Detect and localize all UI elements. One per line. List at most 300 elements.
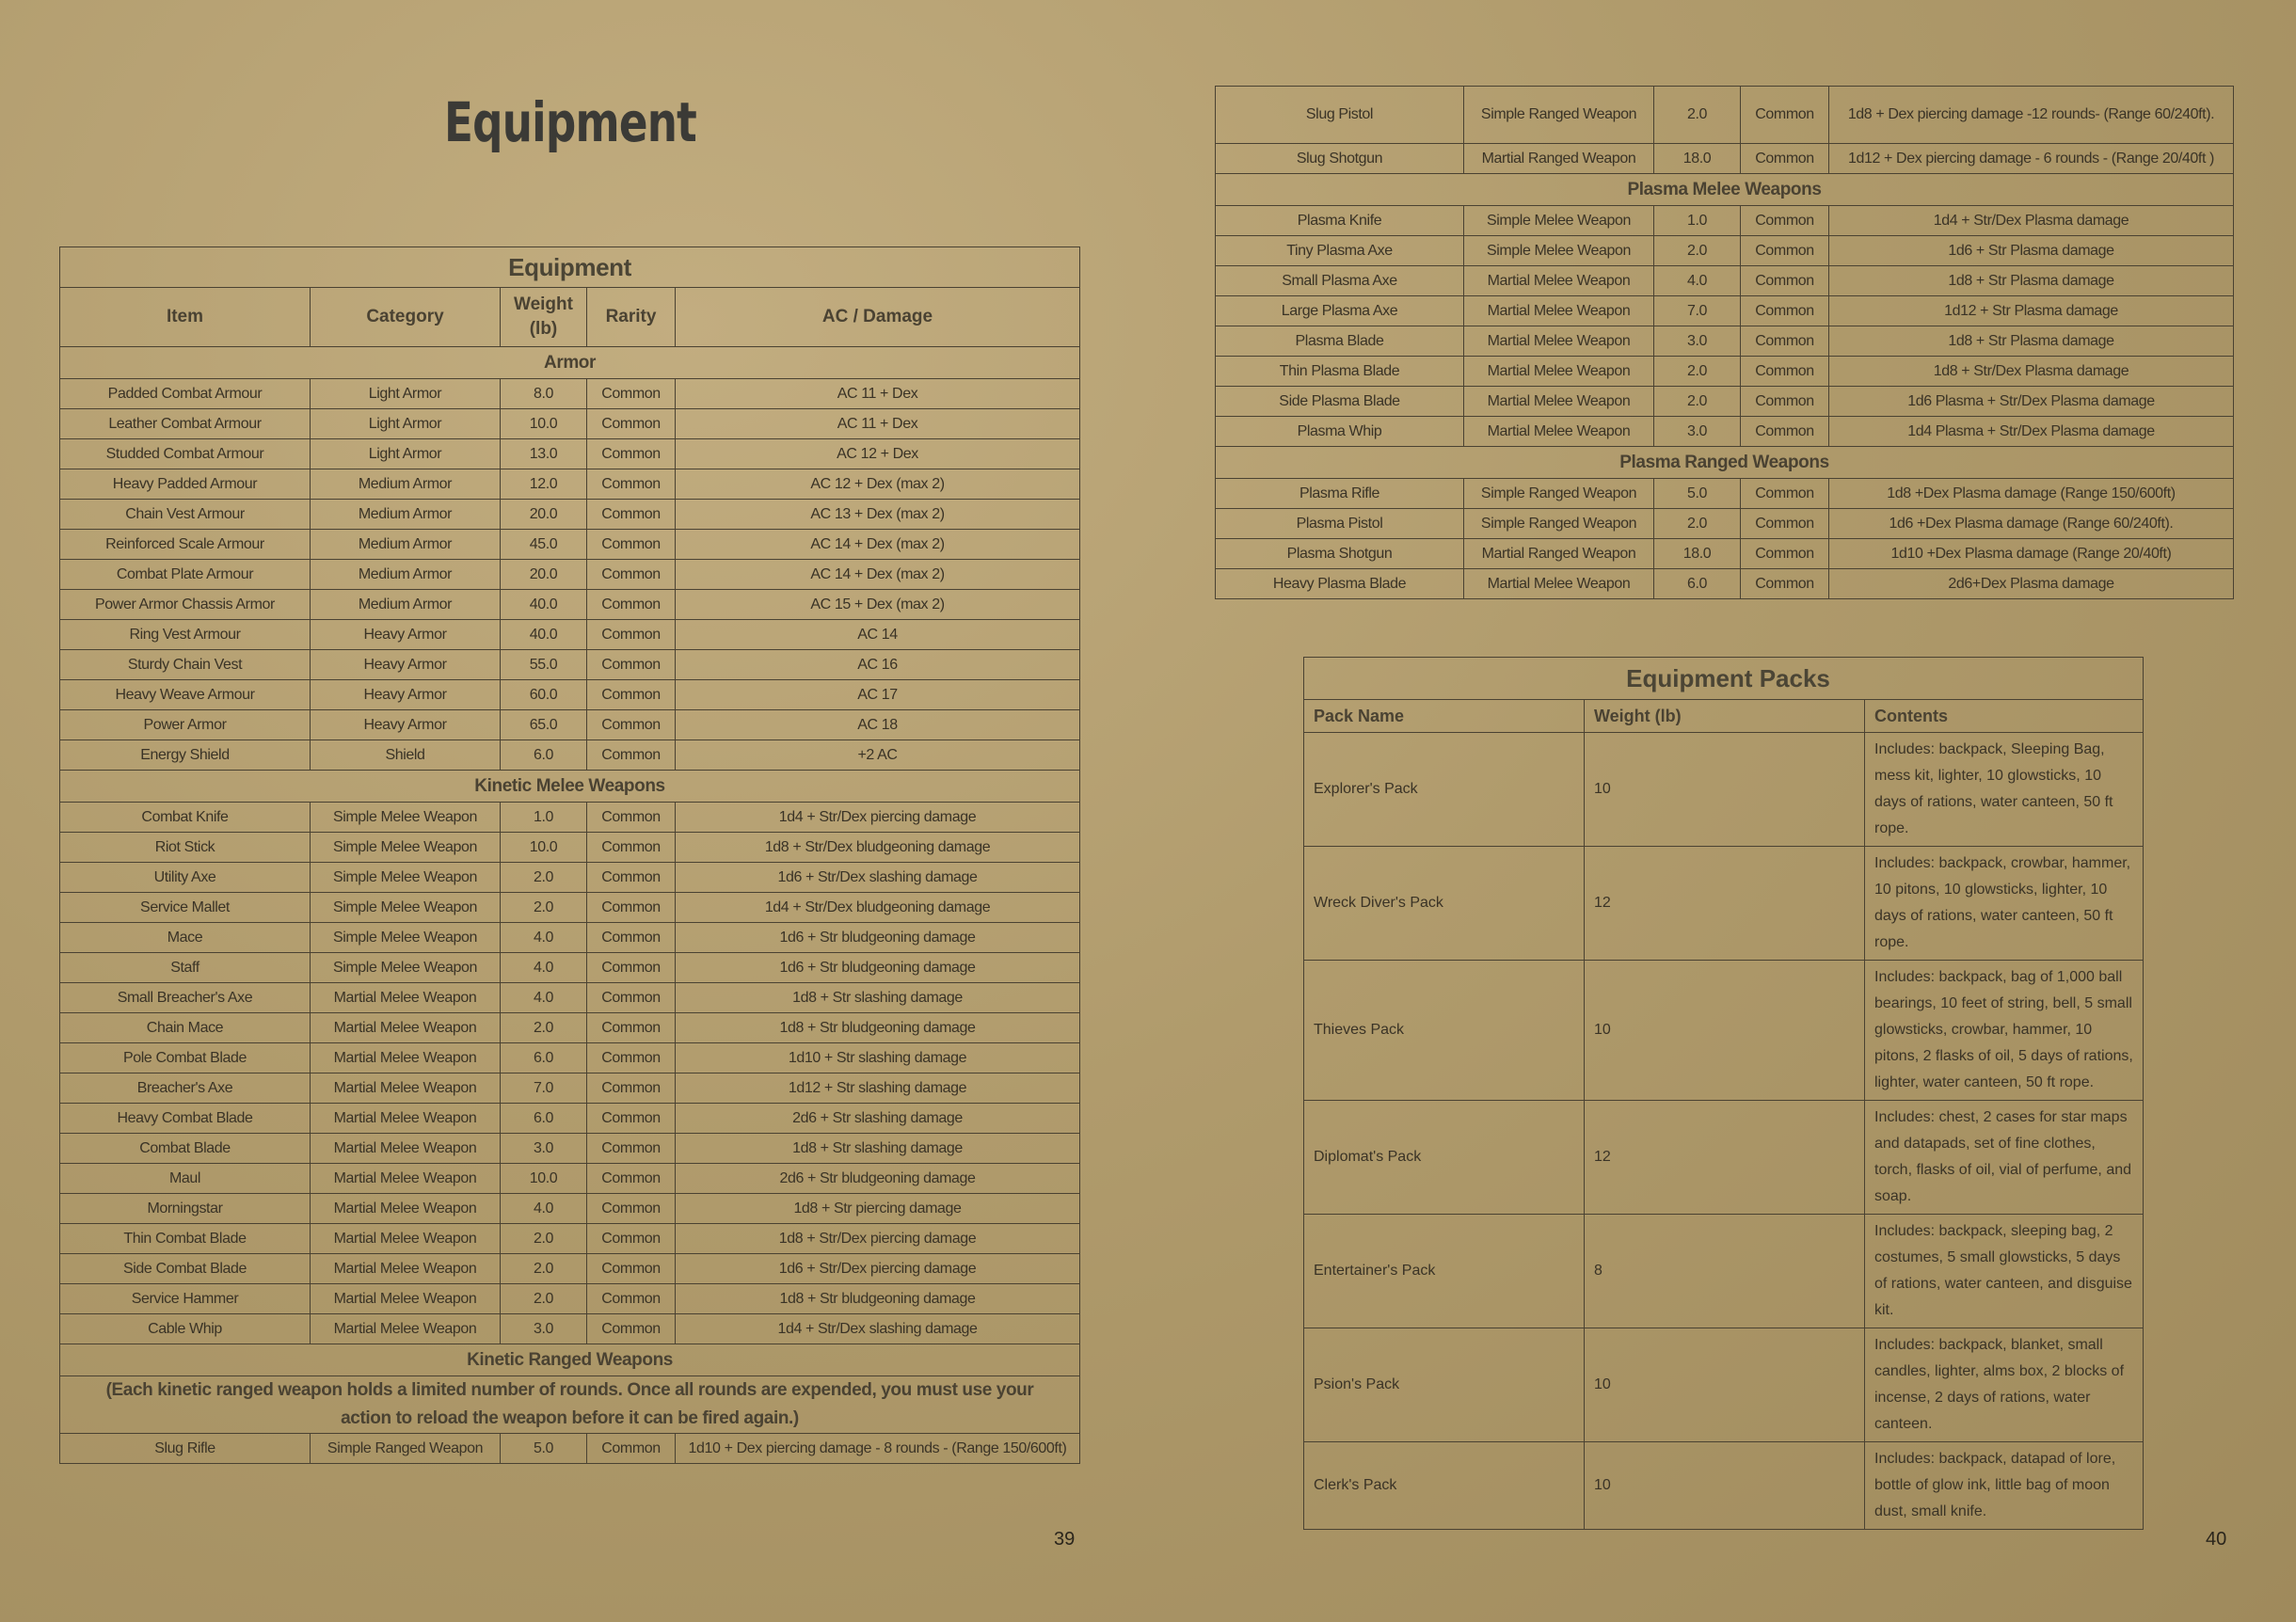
table-cell: Simple Melee Weapon: [1464, 236, 1654, 266]
table-cell: 1d6 Plasma + Str/Dex Plasma damage: [1829, 387, 2234, 417]
table-cell: 1d8 + Str/Dex bludgeoning damage: [676, 833, 1080, 863]
table-cell: 2d6+Dex Plasma damage: [1829, 569, 2234, 599]
table-cell: 6.0: [501, 1043, 587, 1073]
pack-name: Wreck Diver's Pack: [1304, 847, 1585, 961]
table-row: [1216, 569, 2234, 599]
table-row: [1304, 847, 2144, 961]
table-cell: 1d4 + Str/Dex Plasma damage: [1829, 206, 2234, 236]
pack-contents: Includes: backpack, blanket, small candles, lighter, alms box, 2 blocks of incense, 2 days of rations, water canteen.: [1865, 1328, 2144, 1442]
table-cell: Common: [1741, 326, 1829, 357]
table-cell: AC 15 + Dex (max 2): [676, 590, 1080, 620]
table-cell: Martial Ranged Weapon: [1464, 144, 1654, 174]
table-cell: Common: [587, 740, 676, 771]
section-header-row: [60, 347, 1080, 379]
section-header: Kinetic Melee Weapons: [60, 771, 1080, 803]
section-header: Plasma Melee Weapons: [1216, 174, 2234, 206]
pack-contents: Includes: backpack, crowbar, hammer, 10 pitons, 10 glowsticks, lighter, 10 days of rations, water canteen, 50 ft rope.: [1865, 847, 2144, 961]
table-cell: Common: [587, 1073, 676, 1104]
table-row: [1216, 236, 2234, 266]
table-row: [1216, 509, 2234, 539]
section-header-row: [60, 771, 1080, 803]
table-cell: 2.0: [1654, 87, 1741, 144]
table-row: [60, 863, 1080, 893]
pack-name: Entertainer's Pack: [1304, 1215, 1585, 1328]
table-cell: AC 11 + Dex: [676, 379, 1080, 409]
section-note-row: [60, 1376, 1080, 1434]
table-row: [1304, 1328, 2144, 1442]
table-cell: Simple Ranged Weapon: [1464, 509, 1654, 539]
table-cell: 65.0: [501, 710, 587, 740]
table-row: [60, 560, 1080, 590]
table-cell: Medium Armor: [311, 590, 501, 620]
table-cell: Simple Ranged Weapon: [1464, 87, 1654, 144]
table-cell: Martial Melee Weapon: [1464, 569, 1654, 599]
equipment-packs-table: [1303, 657, 2144, 1530]
table-cell: Slug Rifle: [60, 1434, 311, 1464]
table-caption: Equipment Packs: [1304, 658, 2144, 700]
table-cell: Chain Mace: [60, 1013, 311, 1043]
pack-contents: Includes: backpack, Sleeping Bag, mess kit, lighter, 10 glowsticks, 10 days of rations, water canteen, 50 ft rope.: [1865, 733, 2144, 847]
table-row: [1304, 961, 2144, 1101]
table-cell: 1d10 +Dex Plasma damage (Range 20/40ft): [1829, 539, 2234, 569]
table-cell: Common: [587, 983, 676, 1013]
table-cell: 1d8 + Str bludgeoning damage: [676, 1284, 1080, 1314]
pack-weight: 10: [1585, 733, 1865, 847]
table-cell: Common: [587, 1194, 676, 1224]
table-cell: 4.0: [501, 1194, 587, 1224]
table-row: [1216, 539, 2234, 569]
table-row: [1216, 206, 2234, 236]
column-header: Category: [311, 288, 501, 347]
table-cell: Martial Melee Weapon: [311, 1194, 501, 1224]
table-cell: Common: [587, 803, 676, 833]
table-cell: Sturdy Chain Vest: [60, 650, 311, 680]
table-cell: Martial Melee Weapon: [311, 1073, 501, 1104]
table-row: [60, 1314, 1080, 1344]
table-row: [60, 1134, 1080, 1164]
table-cell: Simple Melee Weapon: [311, 863, 501, 893]
table-cell: Common: [587, 620, 676, 650]
table-cell: AC 18: [676, 710, 1080, 740]
equipment-table-continued: [1215, 86, 2234, 599]
table-cell: Light Armor: [311, 439, 501, 469]
table-cell: 5.0: [1654, 479, 1741, 509]
table-cell: Plasma Shotgun: [1216, 539, 1464, 569]
table-cell: Common: [587, 590, 676, 620]
table-cell: 2.0: [501, 1284, 587, 1314]
table-cell: AC 14 + Dex (max 2): [676, 530, 1080, 560]
table-row: [60, 1043, 1080, 1073]
table-row: [60, 740, 1080, 771]
table-cell: Common: [1741, 387, 1829, 417]
table-cell: Reinforced Scale Armour: [60, 530, 311, 560]
pack-weight: 8: [1585, 1215, 1865, 1328]
table-cell: Heavy Armor: [311, 620, 501, 650]
table-cell: 45.0: [501, 530, 587, 560]
table-cell: 2.0: [501, 1013, 587, 1043]
table-cell: AC 13 + Dex (max 2): [676, 500, 1080, 530]
table-cell: 18.0: [1654, 144, 1741, 174]
table-cell: AC 17: [676, 680, 1080, 710]
table-cell: 40.0: [501, 620, 587, 650]
section-header: Kinetic Ranged Weapons: [60, 1344, 1080, 1376]
table-cell: Thin Combat Blade: [60, 1224, 311, 1254]
table-cell: 4.0: [1654, 266, 1741, 296]
table-cell: Simple Melee Weapon: [311, 953, 501, 983]
table-cell: Medium Armor: [311, 469, 501, 500]
table-cell: Common: [587, 1254, 676, 1284]
table-cell: Power Armor: [60, 710, 311, 740]
table-cell: Thin Plasma Blade: [1216, 357, 1464, 387]
table-cell: Common: [587, 710, 676, 740]
table-cell: 4.0: [501, 923, 587, 953]
table-cell: AC 12 + Dex: [676, 439, 1080, 469]
table-cell: Morningstar: [60, 1194, 311, 1224]
table-cell: 18.0: [1654, 539, 1741, 569]
table-cell: Ring Vest Armour: [60, 620, 311, 650]
table-cell: Martial Melee Weapon: [311, 1134, 501, 1164]
table-row: [1216, 144, 2234, 174]
table-row: [60, 833, 1080, 863]
table-cell: Chain Vest Armour: [60, 500, 311, 530]
table-cell: Martial Melee Weapon: [1464, 326, 1654, 357]
table-cell: Shield: [311, 740, 501, 771]
table-row: [60, 923, 1080, 953]
column-header: Weight (lb): [501, 288, 587, 347]
table-cell: Simple Melee Weapon: [311, 923, 501, 953]
table-cell: Common: [1741, 509, 1829, 539]
table-cell: 10.0: [501, 833, 587, 863]
table-cell: 6.0: [501, 740, 587, 771]
table-cell: Medium Armor: [311, 530, 501, 560]
table-caption-row: [60, 247, 1080, 288]
table-cell: Common: [1741, 296, 1829, 326]
table-cell: Light Armor: [311, 409, 501, 439]
column-header: Item: [60, 288, 311, 347]
table-cell: Plasma Whip: [1216, 417, 1464, 447]
page-number: 39: [1054, 1529, 1076, 1550]
table-cell: Common: [587, 680, 676, 710]
table-cell: Heavy Combat Blade: [60, 1104, 311, 1134]
table-row: [60, 409, 1080, 439]
table-row: [1216, 357, 2234, 387]
table-row: [60, 650, 1080, 680]
table-cell: +2 AC: [676, 740, 1080, 771]
table-cell: 4.0: [501, 953, 587, 983]
table-cell: Common: [587, 469, 676, 500]
table-cell: Common: [587, 1164, 676, 1194]
table-row: [1304, 1215, 2144, 1328]
table-cell: Martial Melee Weapon: [1464, 417, 1654, 447]
table-row: [1216, 296, 2234, 326]
table-cell: 60.0: [501, 680, 587, 710]
table-cell: 2.0: [501, 893, 587, 923]
table-cell: 6.0: [501, 1104, 587, 1134]
table-cell: Common: [1741, 87, 1829, 144]
table-cell: Padded Combat Armour: [60, 379, 311, 409]
table-cell: Studded Combat Armour: [60, 439, 311, 469]
table-cell: Martial Melee Weapon: [311, 1164, 501, 1194]
table-cell: Tiny Plasma Axe: [1216, 236, 1464, 266]
table-cell: Common: [1741, 144, 1829, 174]
table-cell: Martial Melee Weapon: [1464, 387, 1654, 417]
table-cell: 1.0: [501, 803, 587, 833]
table-cell: 12.0: [501, 469, 587, 500]
table-cell: Mace: [60, 923, 311, 953]
table-cell: Simple Melee Weapon: [311, 893, 501, 923]
table-row: [60, 530, 1080, 560]
table-cell: 2.0: [1654, 236, 1741, 266]
table-cell: Utility Axe: [60, 863, 311, 893]
table-cell: Common: [587, 1104, 676, 1134]
table-cell: 1.0: [1654, 206, 1741, 236]
table-cell: Staff: [60, 953, 311, 983]
table-cell: Common: [587, 1434, 676, 1464]
section-header: Armor: [60, 347, 1080, 379]
table-cell: 1d6 +Dex Plasma damage (Range 60/240ft).: [1829, 509, 2234, 539]
table-row: [60, 1224, 1080, 1254]
table-cell: Common: [1741, 357, 1829, 387]
table-cell: Common: [587, 409, 676, 439]
table-cell: Common: [1741, 479, 1829, 509]
table-cell: Common: [587, 1224, 676, 1254]
table-cell: Breacher's Axe: [60, 1073, 311, 1104]
table-cell: 20.0: [501, 560, 587, 590]
table-row: [1216, 479, 2234, 509]
table-cell: Common: [587, 863, 676, 893]
table-header-row: [1304, 700, 2144, 733]
table-cell: Common: [587, 923, 676, 953]
table-cell: Simple Melee Weapon: [1464, 206, 1654, 236]
section-header-row: [1216, 447, 2234, 479]
table-row: [60, 1284, 1080, 1314]
table-row: [60, 803, 1080, 833]
table-row: [60, 710, 1080, 740]
table-cell: Common: [1741, 569, 1829, 599]
table-cell: 1d10 + Str slashing damage: [676, 1043, 1080, 1073]
table-row: [60, 379, 1080, 409]
pack-name: Clerk's Pack: [1304, 1442, 1585, 1530]
table-cell: Martial Melee Weapon: [311, 1043, 501, 1073]
table-cell: 2.0: [1654, 387, 1741, 417]
table-cell: Common: [587, 1134, 676, 1164]
pack-weight: 10: [1585, 1328, 1865, 1442]
table-cell: Medium Armor: [311, 500, 501, 530]
table-cell: Martial Melee Weapon: [1464, 296, 1654, 326]
table-cell: Slug Pistol: [1216, 87, 1464, 144]
table-row: [1304, 733, 2144, 847]
table-cell: Combat Knife: [60, 803, 311, 833]
table-cell: Heavy Armor: [311, 650, 501, 680]
table-cell: 1d10 + Dex piercing damage - 8 rounds - (Range 150/600ft): [676, 1434, 1080, 1464]
page-title: Equipment: [443, 90, 697, 154]
table-cell: 2d6 + Str slashing damage: [676, 1104, 1080, 1134]
table-cell: 1d6 + Str bludgeoning damage: [676, 923, 1080, 953]
section-header-row: [60, 1344, 1080, 1376]
table-cell: Large Plasma Axe: [1216, 296, 1464, 326]
table-cell: Martial Melee Weapon: [311, 1013, 501, 1043]
table-cell: 1d6 + Str Plasma damage: [1829, 236, 2234, 266]
table-row: [60, 1104, 1080, 1134]
table-row: [60, 469, 1080, 500]
table-row: [1216, 387, 2234, 417]
table-cell: 2.0: [1654, 509, 1741, 539]
table-cell: AC 14: [676, 620, 1080, 650]
table-cell: 5.0: [501, 1434, 587, 1464]
table-cell: Common: [587, 500, 676, 530]
table-cell: Common: [587, 1013, 676, 1043]
table-cell: Service Mallet: [60, 893, 311, 923]
table-header-row: [60, 288, 1080, 347]
table-cell: Riot Stick: [60, 833, 311, 863]
column-header: AC / Damage: [676, 288, 1080, 347]
pack-name: Diplomat's Pack: [1304, 1101, 1585, 1215]
table-cell: 1d8 + Dex piercing damage -12 rounds- (Range 60/240ft).: [1829, 87, 2234, 144]
table-caption: Equipment: [60, 247, 1080, 288]
table-cell: 1d6 + Str bludgeoning damage: [676, 953, 1080, 983]
table-cell: Common: [1741, 417, 1829, 447]
table-cell: Common: [1741, 236, 1829, 266]
table-cell: 1d12 + Str Plasma damage: [1829, 296, 2234, 326]
table-cell: Common: [587, 1314, 676, 1344]
table-cell: Common: [1741, 206, 1829, 236]
column-header: Contents: [1865, 700, 2144, 733]
table-cell: Common: [587, 439, 676, 469]
table-row: [1216, 326, 2234, 357]
table-cell: 3.0: [501, 1134, 587, 1164]
table-cell: Heavy Weave Armour: [60, 680, 311, 710]
table-cell: AC 14 + Dex (max 2): [676, 560, 1080, 590]
pack-contents: Includes: backpack, bag of 1,000 ball bearings, 10 feet of string, bell, 5 small glowsticks, crowbar, hammer, 10 pitons, 2 flasks of oil, 5 days of rations, lighter, water canteen, 50 ft rope.: [1865, 961, 2144, 1101]
table-cell: Martial Melee Weapon: [311, 1104, 501, 1134]
table-cell: 1d6 + Str/Dex slashing damage: [676, 863, 1080, 893]
table-cell: Martial Melee Weapon: [311, 983, 501, 1013]
table-row: [60, 620, 1080, 650]
table-row: [60, 1434, 1080, 1464]
table-row: [60, 893, 1080, 923]
table-row: [60, 953, 1080, 983]
table-cell: Common: [587, 1284, 676, 1314]
table-cell: 7.0: [501, 1073, 587, 1104]
table-row: [60, 983, 1080, 1013]
table-cell: Slug Shotgun: [1216, 144, 1464, 174]
table-cell: Heavy Armor: [311, 680, 501, 710]
table-cell: Cable Whip: [60, 1314, 311, 1344]
table-cell: Common: [587, 953, 676, 983]
table-cell: Martial Melee Weapon: [1464, 357, 1654, 387]
table-cell: Martial Melee Weapon: [311, 1224, 501, 1254]
table-cell: Service Hammer: [60, 1284, 311, 1314]
table-cell: Simple Ranged Weapon: [1464, 479, 1654, 509]
table-row: [60, 1013, 1080, 1043]
table-cell: Martial Melee Weapon: [1464, 266, 1654, 296]
table-cell: 3.0: [501, 1314, 587, 1344]
table-cell: 1d4 + Str/Dex slashing damage: [676, 1314, 1080, 1344]
table-cell: 1d8 + Str slashing damage: [676, 983, 1080, 1013]
table-cell: 2.0: [501, 863, 587, 893]
pack-name: Explorer's Pack: [1304, 733, 1585, 847]
table-cell: 1d8 + Str/Dex piercing damage: [676, 1224, 1080, 1254]
table-cell: 1d8 + Str bludgeoning damage: [676, 1013, 1080, 1043]
table-cell: 55.0: [501, 650, 587, 680]
section-header-row: [1216, 174, 2234, 206]
table-cell: 3.0: [1654, 417, 1741, 447]
table-cell: Plasma Knife: [1216, 206, 1464, 236]
table-cell: Pole Combat Blade: [60, 1043, 311, 1073]
column-header: Pack Name: [1304, 700, 1585, 733]
column-header: Rarity: [587, 288, 676, 347]
table-cell: Martial Melee Weapon: [311, 1314, 501, 1344]
table-row: [1216, 87, 2234, 144]
table-cell: Heavy Armor: [311, 710, 501, 740]
table-cell: 1d8 + Str Plasma damage: [1829, 266, 2234, 296]
table-caption-row: [1304, 658, 2144, 700]
table-row: [60, 590, 1080, 620]
table-cell: 1d4 + Str/Dex piercing damage: [676, 803, 1080, 833]
table-cell: 3.0: [1654, 326, 1741, 357]
table-cell: 2.0: [501, 1254, 587, 1284]
table-cell: Maul: [60, 1164, 311, 1194]
table-cell: 2d6 + Str bludgeoning damage: [676, 1164, 1080, 1194]
table-cell: AC 11 + Dex: [676, 409, 1080, 439]
table-row: [1304, 1442, 2144, 1530]
table-row: [1216, 417, 2234, 447]
table-cell: Common: [587, 560, 676, 590]
table-row: [60, 680, 1080, 710]
table-cell: 2.0: [501, 1224, 587, 1254]
table-cell: 8.0: [501, 379, 587, 409]
table-cell: 13.0: [501, 439, 587, 469]
table-cell: Energy Shield: [60, 740, 311, 771]
table-cell: Common: [587, 893, 676, 923]
table-cell: Leather Combat Armour: [60, 409, 311, 439]
table-cell: 7.0: [1654, 296, 1741, 326]
table-cell: Martial Melee Weapon: [311, 1284, 501, 1314]
table-cell: 4.0: [501, 983, 587, 1013]
table-cell: 40.0: [501, 590, 587, 620]
table-cell: Combat Blade: [60, 1134, 311, 1164]
table-row: [1216, 266, 2234, 296]
pack-contents: Includes: chest, 2 cases for star maps and datapads, set of fine clothes, torch, flasks of oil, vial of perfume, and soap.: [1865, 1101, 2144, 1215]
table-cell: Martial Ranged Weapon: [1464, 539, 1654, 569]
table-row: [60, 1194, 1080, 1224]
pack-weight: 12: [1585, 1101, 1865, 1215]
table-cell: 1d8 + Str slashing damage: [676, 1134, 1080, 1164]
table-cell: Plasma Pistol: [1216, 509, 1464, 539]
table-row: [60, 439, 1080, 469]
table-cell: AC 16: [676, 650, 1080, 680]
table-row: [60, 500, 1080, 530]
table-row: [60, 1254, 1080, 1284]
pack-name: Psion's Pack: [1304, 1328, 1585, 1442]
table-row: [60, 1073, 1080, 1104]
table-cell: 1d6 + Str/Dex piercing damage: [676, 1254, 1080, 1284]
table-cell: Plasma Rifle: [1216, 479, 1464, 509]
table-cell: 20.0: [501, 500, 587, 530]
table-cell: Plasma Blade: [1216, 326, 1464, 357]
table-cell: Heavy Padded Armour: [60, 469, 311, 500]
table-cell: Light Armor: [311, 379, 501, 409]
table-cell: Common: [587, 379, 676, 409]
table-cell: Simple Melee Weapon: [311, 833, 501, 863]
equipment-table: [59, 246, 1080, 1464]
table-cell: Common: [587, 530, 676, 560]
column-header: Weight (lb): [1585, 700, 1865, 733]
table-cell: 1d12 + Str slashing damage: [676, 1073, 1080, 1104]
pack-contents: Includes: backpack, sleeping bag, 2 costumes, 5 small glowsticks, 5 days of rations, water canteen, and disguise kit.: [1865, 1215, 2144, 1328]
table-cell: Side Combat Blade: [60, 1254, 311, 1284]
table-cell: Martial Melee Weapon: [311, 1254, 501, 1284]
